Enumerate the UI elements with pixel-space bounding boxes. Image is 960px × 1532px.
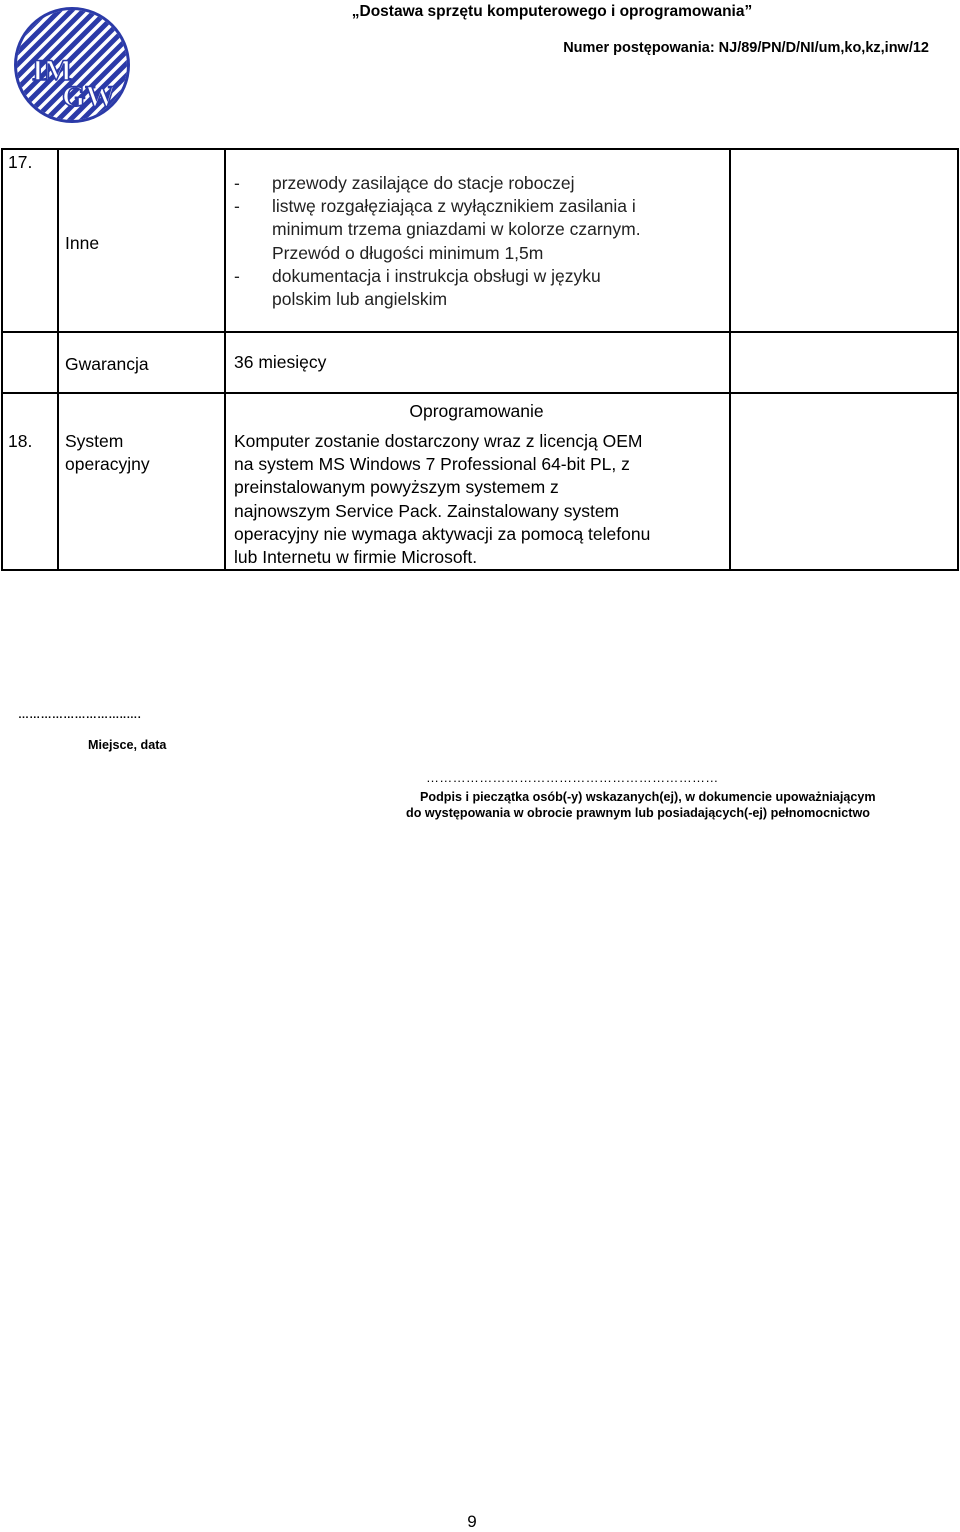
description-line: najnowszym Service Pack. Zainstalowany system xyxy=(234,501,620,521)
row-name-system: System xyxy=(65,431,124,451)
warranty-label: Gwarancja xyxy=(65,354,149,374)
software-heading: Oprogramowanie xyxy=(409,401,544,421)
place-date-dots: ………………………..…. xyxy=(18,709,142,721)
description-line: na system MS Windows 7 Professional 64-bit PL, z xyxy=(234,454,630,474)
bullet-text: minimum trzema gniazdami w kolorze czarnym. xyxy=(272,219,641,239)
row-name-system: operacyjny xyxy=(65,454,150,474)
page-number: 9 xyxy=(467,1512,477,1531)
document-title: „Dostawa sprzętu komputerowego i oprogramowania” xyxy=(351,3,753,20)
row-number-18: 18. xyxy=(8,431,33,451)
bullet-dash: - xyxy=(234,266,240,286)
svg-text:IM: IM xyxy=(32,54,72,87)
row-name-inne: Inne xyxy=(65,233,100,253)
bullet-dash: - xyxy=(234,173,240,193)
svg-text:GW: GW xyxy=(62,80,116,113)
bullet-dash: - xyxy=(234,196,240,216)
bullet-text: polskim lub angielskim xyxy=(272,289,448,309)
signature-dots: ………………………………………………………… xyxy=(426,770,719,785)
description-line: operacyjny nie wymaga aktywacji za pomocą telefonu xyxy=(234,524,651,544)
description-line: preinstalowanym powyższym systemem z xyxy=(234,477,559,497)
description-line: Komputer zostanie dostarczony wraz z licencją OEM xyxy=(234,431,643,451)
warranty-value: 36 miesięcy xyxy=(234,352,327,372)
place-date-label: Miejsce, data xyxy=(88,738,167,752)
description-line: lub Internetu w firmie Microsoft. xyxy=(234,547,478,567)
bullet-text: przewody zasilające do stacje roboczej xyxy=(272,173,575,193)
bullet-text: listwę rozgałęziająca z wyłącznikiem zasilania i xyxy=(272,196,636,216)
procedure-number: Numer postępowania: NJ/89/PN/D/NI/um,ko,kz,inw/12 xyxy=(563,40,929,56)
bullet-text: dokumentacja i instrukcja obsługi w języku xyxy=(272,266,601,286)
signature-label-1: Podpis i pieczątka osób(-y) wskazanych(ej), w dokumencie upoważniającym xyxy=(420,790,876,804)
bullet-text: Przewód o długości minimum 1,5m xyxy=(272,243,544,263)
row-number-17: 17. xyxy=(8,152,33,172)
signature-label-2: do występowania w obrocie prawnym lub posiadających(-ej) pełnomocnictwo xyxy=(406,806,870,820)
